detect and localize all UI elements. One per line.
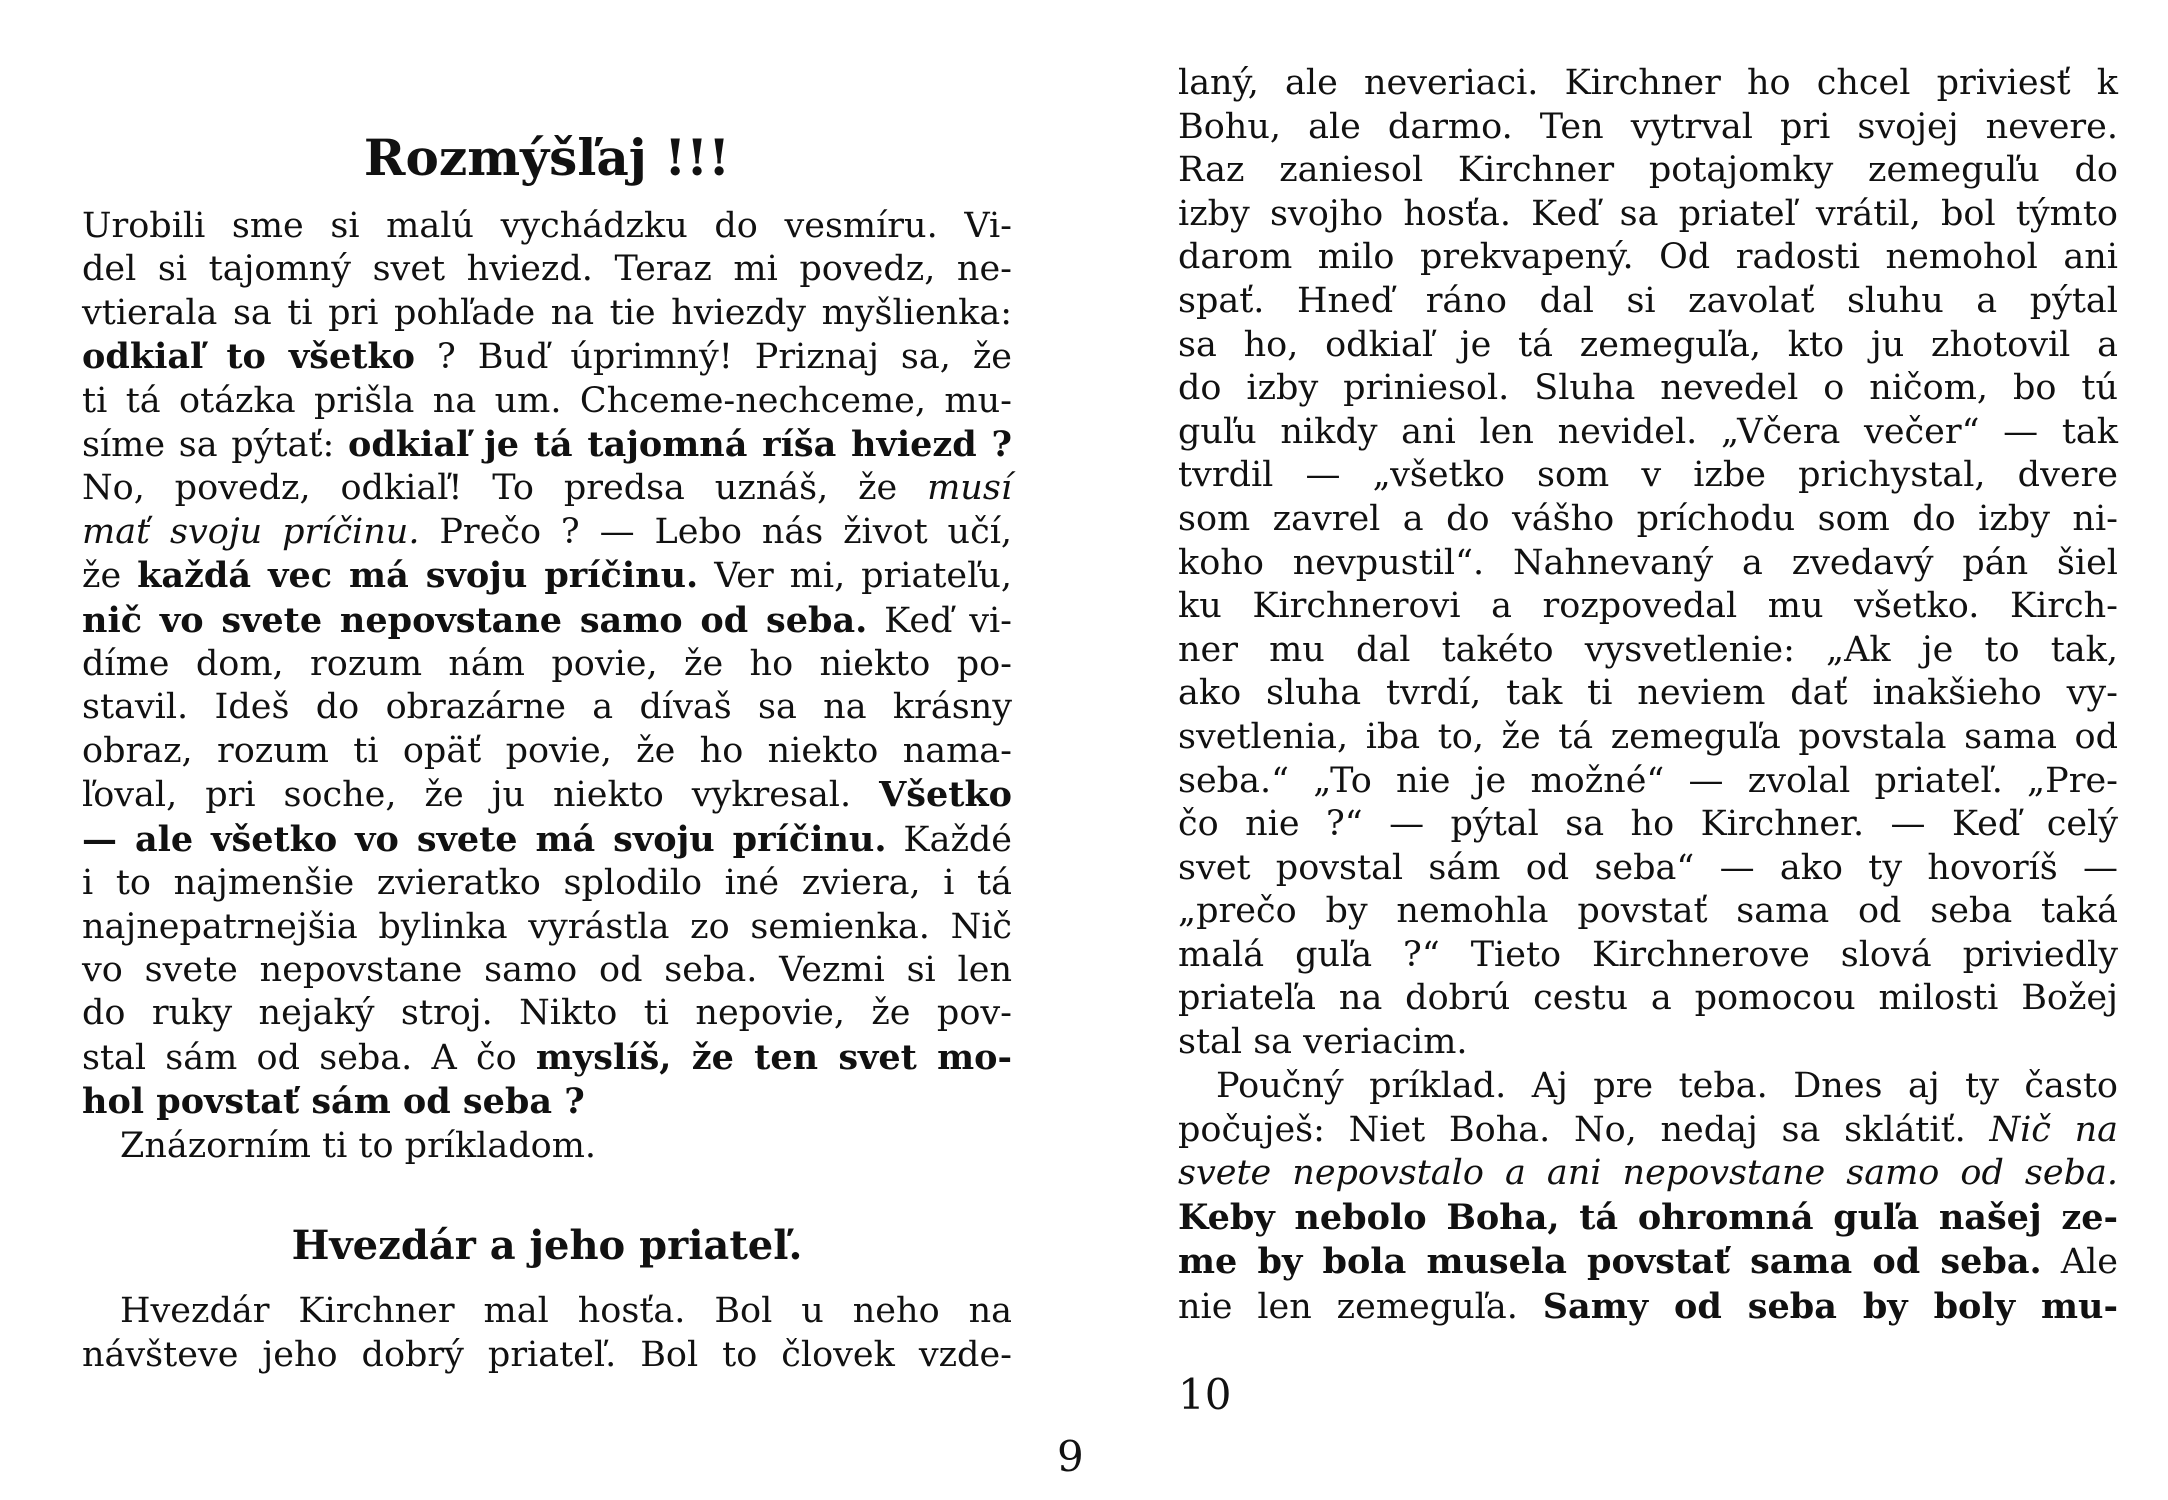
text-run: malá guľa ?“ Tieto Kirchnerove slová priviedly <box>1178 934 2118 975</box>
text-run: guľu nikdy ani len nevidel. „Včera večer“ — tak <box>1178 411 2118 452</box>
text-line <box>1178 149 2118 193</box>
text-line <box>1178 760 2118 804</box>
text-run: ľoval, pri soche, že ju niekto vykresal. <box>82 775 880 816</box>
text-run: odkiaľ je tá tajomná ríša hviezd ? <box>347 424 1012 466</box>
text-line <box>82 599 1012 643</box>
text-line <box>82 643 1012 686</box>
text-line <box>82 1334 1012 1378</box>
text-line <box>82 1125 1012 1168</box>
text-run: obraz, rozum ti opäť povie, že ho niekto nama- <box>82 730 1012 771</box>
text-run: Prečo ? — Lebo nás život učí, <box>419 511 1013 552</box>
text-run: nič vo svete nepovstane samo od seba. <box>82 599 868 641</box>
text-line <box>1178 847 2118 891</box>
text-run: Keby nebolo Boha, tá ohromná guľa našej ze- <box>1178 1196 2118 1238</box>
text-run: ner mu dal takéto vysvetlenie: „Ak je to tak, <box>1178 629 2118 670</box>
text-line <box>82 467 1012 510</box>
chapter-title: Rozmýšľaj !!! <box>363 128 731 187</box>
text-run: Hvezdár Kirchner mal hosťa. Bol u neho na <box>120 1291 1012 1331</box>
text-run: spať. Hneď ráno dal si zavolať sluhu a pýtal <box>1178 280 2118 321</box>
text-run: priateľa na dobrú cestu a pomocou milosti Božej <box>1178 978 2118 1019</box>
text-run: Bohu, ale darmo. Ten vytrval pri svojej nevere. <box>1178 106 2118 147</box>
text-run: seba.“ „To nie je možné“ — zvolal priateľ. „Pre- <box>1178 760 2118 801</box>
text-run: musí <box>927 468 1012 509</box>
text-line <box>82 1080 1012 1124</box>
text-run: me by bola musela povstať sama od seba. <box>1178 1241 2042 1283</box>
text-run: „prečo by nemohla povstať sama od seba taká <box>1178 891 2118 932</box>
text-line <box>82 248 1012 291</box>
text-run: Ale <box>2041 1242 2119 1283</box>
text-run: Poučný príklad. Aj pre teba. Dnes aj ty často <box>1216 1066 2118 1106</box>
text-run: ti tá otázka prišla na um. Chceme-nechceme, mu- <box>82 380 1012 421</box>
text-run: ? Buď úprimný! Priznaj sa, že <box>415 337 1013 378</box>
text-line <box>1178 1152 2118 1196</box>
text-line <box>1178 672 2118 716</box>
text-run: laný, ale neveriaci. Kirchner ho chcel priviesť k <box>1178 63 2118 103</box>
text-line <box>1178 411 2118 455</box>
text-line <box>82 1290 1012 1334</box>
text-run: svet povstal sám od seba“ — ako ty hovoríš — <box>1178 847 2118 888</box>
paragraph-intro <box>82 205 1012 1168</box>
page-number-right: 10 <box>1178 1370 1232 1419</box>
text-line <box>82 818 1012 862</box>
text-run: nie len zemeguľa. <box>1178 1286 1543 1327</box>
text-line <box>1178 324 2118 368</box>
text-line <box>82 730 1012 773</box>
text-run: návšteve jeho dobrý priateľ. Bol to človek vzde- <box>82 1334 1012 1375</box>
paragraph-lesson <box>1178 1065 2118 1330</box>
text-run: odkiaľ to všetko <box>82 336 415 378</box>
text-run: tvrdil — „všetko som v izbe prichystal, dvere <box>1178 455 2118 496</box>
text-run: — ale všetko vo svete má svoju príčinu. <box>82 818 887 860</box>
text-line <box>1178 890 2118 934</box>
text-line <box>82 380 1012 423</box>
text-run: díme dom, rozum nám povie, že ho niekto po- <box>82 644 1012 685</box>
text-line <box>82 862 1012 905</box>
text-line <box>1178 716 2118 760</box>
text-line <box>82 1036 1012 1080</box>
text-line <box>1178 803 2118 847</box>
text-line <box>82 773 1012 817</box>
text-line <box>1178 1240 2118 1285</box>
text-line <box>1178 454 2118 498</box>
page-number-left: 9 <box>1057 1432 1084 1481</box>
text-run: Keď vi- <box>867 600 1012 641</box>
text-run: každá vec má svoju príčinu. <box>137 555 699 597</box>
text-line <box>1178 629 2118 673</box>
paragraph-story-start <box>82 1290 1012 1377</box>
text-run: ku Kirchnerovi a rozpovedal mu všetko. Kirch- <box>1178 586 2118 627</box>
text-run: počuješ: Niet Boha. No, nedaj sa sklátiť. <box>1178 1109 1990 1150</box>
text-line <box>82 992 1012 1035</box>
text-run: som zavrel a do vášho príchodu som do izby ni- <box>1178 498 2118 539</box>
text-line <box>82 906 1012 949</box>
text-line <box>1178 934 2118 978</box>
text-line <box>1178 1196 2118 1241</box>
text-line <box>1178 542 2118 586</box>
text-run: hol povstať sám od seba ? <box>82 1081 585 1123</box>
text-run: vtierala sa ti pri pohľade na tie hviezdy myšlienka: <box>82 292 1012 333</box>
text-line <box>82 554 1012 598</box>
text-line <box>1178 1021 2118 1065</box>
text-run: Znázorním ti to príkladom. <box>120 1125 597 1166</box>
text-line <box>82 205 1012 248</box>
text-line <box>1178 1285 2118 1330</box>
text-run: Samy od seba by boly mu- <box>1542 1285 2118 1327</box>
text-run: svetlenia, iba to, že tá zemeguľa povstala sama od <box>1178 716 2118 757</box>
text-run: mať svoju príčinu. <box>82 511 420 552</box>
text-run: stal sám od seba. A čo <box>82 1037 536 1078</box>
text-line <box>82 511 1012 554</box>
text-run: Nič na <box>1989 1109 2118 1150</box>
text-line <box>82 949 1012 992</box>
text-run: že <box>82 556 138 597</box>
text-line <box>82 686 1012 729</box>
text-run: najnepatrnejšia bylinka vyrástla zo semienka. Nič <box>82 906 1012 947</box>
text-run: darom milo prekvapený. Od radosti nemohol ani <box>1178 237 2118 278</box>
text-run: myslíš, že ten svet mo- <box>535 1036 1012 1078</box>
text-line <box>1178 236 2118 280</box>
text-line <box>1178 585 2118 629</box>
text-run: Urobili sme si malú vychádzku do vesmíru. Vi- <box>82 206 1012 246</box>
text-line <box>1178 977 2118 1021</box>
text-run: vo svete nepovstane samo od seba. Vezmi si len <box>82 949 1012 990</box>
text-line <box>82 423 1012 467</box>
text-run: Všetko <box>879 774 1012 816</box>
text-run: sa ho, odkiaľ je tá zemeguľa, kto ju zhotovil a <box>1178 324 2118 365</box>
text-run: Ver mi, priateľu, <box>698 556 1012 597</box>
text-run: čo nie ?“ — pýtal sa ho Kirchner. — Keď celý <box>1178 804 2118 845</box>
section-subtitle: Hvezdár a jeho priateľ. <box>291 1222 803 1269</box>
text-run: del si tajomný svet hviezd. Teraz mi povedz, ne- <box>82 249 1012 290</box>
text-line <box>1178 280 2118 324</box>
text-run: ako sluha tvrdí, tak ti neviem dať inakšieho vy- <box>1178 673 2118 714</box>
text-line <box>1178 498 2118 542</box>
text-run: síme sa pýtať: <box>82 425 348 466</box>
text-run: Každé <box>886 819 1012 860</box>
text-run: izby svojho hosťa. Keď sa priateľ vrátil, bol týmto <box>1178 193 2118 234</box>
text-run: i to najmenšie zvieratko splodilo iné zviera, i tá <box>82 863 1012 904</box>
text-run: No, povedz, odkiaľ! To predsa uznáš, že <box>82 468 928 509</box>
text-line <box>1178 62 2118 106</box>
paragraph-story-continued <box>1178 62 2118 1065</box>
text-line <box>1178 1109 2118 1153</box>
text-line <box>1178 367 2118 411</box>
text-line <box>1178 193 2118 237</box>
text-run: Raz zaniesol Kirchner potajomky zemeguľu do <box>1178 150 2118 191</box>
text-line <box>1178 1065 2118 1109</box>
text-run: stal sa veriacim. <box>1178 1022 1468 1063</box>
text-line <box>82 335 1012 379</box>
text-line <box>82 292 1012 335</box>
text-run: stavil. Ideš do obrazárne a dívaš sa na krásny <box>82 687 1012 728</box>
text-run: svete nepovstalo a ani nepovstane samo od seba. <box>1178 1153 2118 1194</box>
text-run: koho nevpustil“. Nahnevaný a zvedavý pán šiel <box>1178 542 2118 583</box>
text-run: do izby priniesol. Sluha nevedel o ničom, bo tú <box>1178 368 2118 409</box>
text-run: do ruky nejaký stroj. Nikto ti nepovie, že pov- <box>82 993 1012 1034</box>
text-line <box>1178 106 2118 150</box>
